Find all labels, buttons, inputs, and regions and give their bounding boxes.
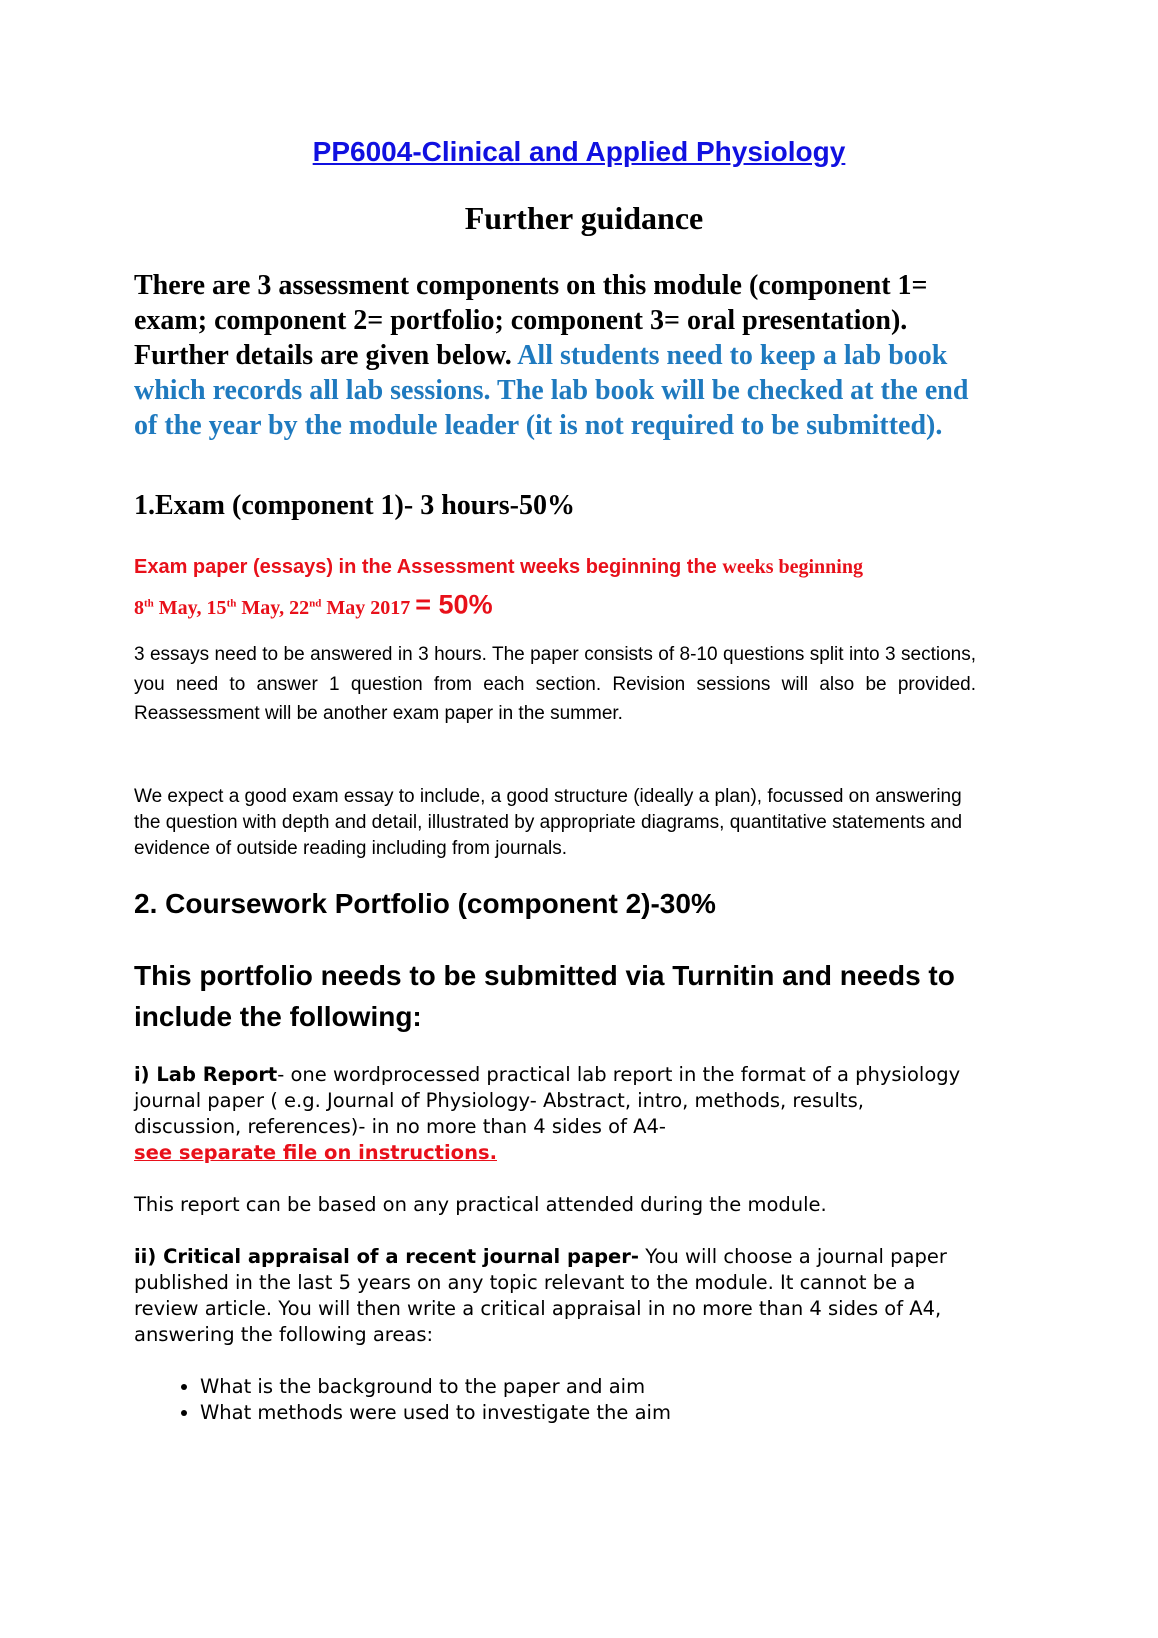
list-item: • What methods were used to investigate the aim [200, 1400, 1000, 1426]
intro-paragraph: There are 3 assessment components on this module (component 1= exam; component 2= portfolio; component 3= oral presentation). Further details are given below. All students need to keep a lab book which records all lab sessions. The lab book will be checked at the end of the year by the module leader (it is not required to be submitted). [134, 270, 969, 441]
exam-dates: Exam paper (essays) in the Assessment weeks beginning the weeks beginning 8th May, 15th May, 22nd May 2017 = 50% [134, 556, 863, 620]
exam-paragraph-2: We expect a good exam essay to include, a good structure (ideally a plan), focussed on answering the question with depth and detail, illustrated by appropriate diagrams, quantitative statements and evidence of outside reading including from journals. [134, 786, 963, 859]
portfolio-heading: 2. Coursework Portfolio (component 2)-30% [134, 888, 716, 919]
instructions-link[interactable]: see separate file on instructions. [134, 1141, 497, 1164]
module-title: PP6004-Clinical and Applied Physiology [312, 136, 846, 167]
report-note: This report can be based on any practical attended during the module. [134, 1193, 827, 1216]
critical-appraisal-paragraph: ii) Critical appraisal of a recent journal paper- You will choose a journal paper published in the last 5 years on any topic relevant to the module. It cannot be a review article. You will then write a critical appraisal in no more than 4 sides of A4, answering the following areas: [134, 1245, 947, 1346]
lab-report-paragraph: i) Lab Report- one wordprocessed practical lab report in the format of a physiology journal paper ( e.g. Journal of Physiology- Abstract, intro, methods, results, discussion, references)- in no more than 4 sides of A4- see separate file on instructions. [134, 1063, 961, 1164]
list-item: • What is the background to the paper and aim [200, 1374, 1000, 1400]
lab-book-note: All students need to keep a lab book which records all lab sessions. The lab book will be checked at the end of the year by the module leader (it is not required to be submitted). [134, 340, 969, 441]
portfolio-subheading: This portfolio needs to be submitted via Turnitin and needs to include the following: [134, 960, 955, 1032]
subtitle: Further guidance [464, 200, 704, 236]
exam-heading: 1.Exam (component 1)- 3 hours-50% [134, 490, 575, 521]
exam-paragraph-1: 3 essays need to be answered in 3 hours. The paper consists of 8-10 questions split into 3 sections, you need to answer 1 question from each section. Revision sessions will also be provided. Reassessment will be another exam paper in the summer. [134, 644, 976, 724]
appraisal-bullets [160, 1374, 1000, 1426]
